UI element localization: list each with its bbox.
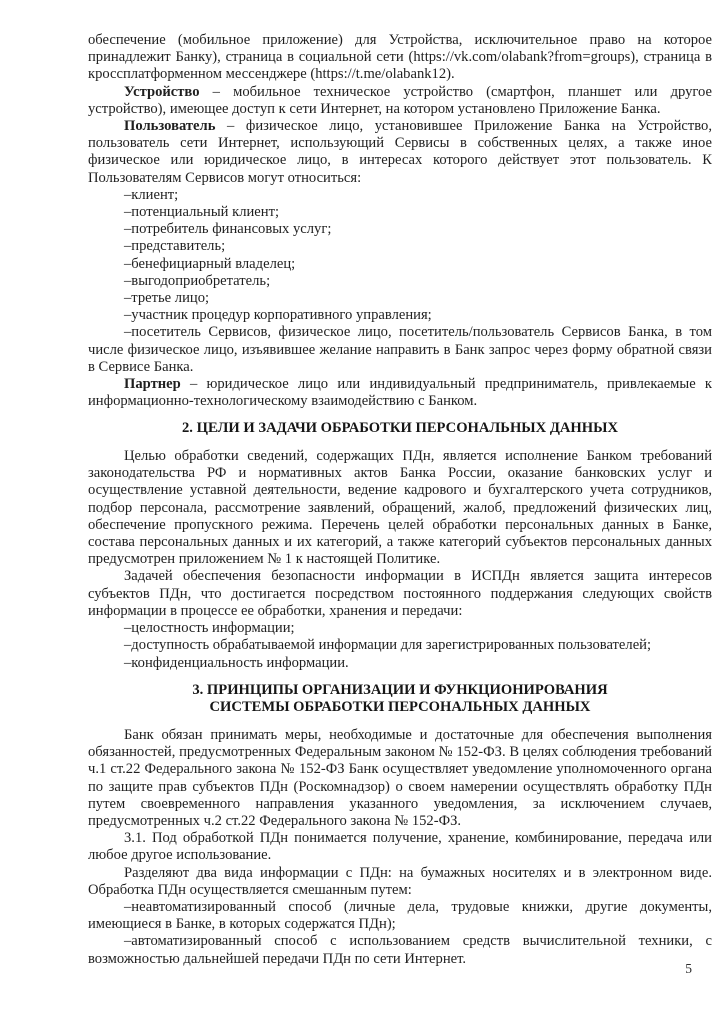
page-number: 5 [685, 961, 692, 976]
section3-heading [88, 682, 712, 717]
list-item: –автоматизированный способ с использованием средств вычислительной техники, с возможностью дальнейшей передачи ПДн по сети Интернет. [88, 933, 712, 967]
term-device: Устройство [124, 83, 200, 100]
term-partner-definition: – юридическое лицо или индивидуальный предприниматель, привлекаемые к информационно-технологическому взаимодействию с Банком. [88, 376, 712, 410]
section3-paragraph-obligations: Банк обязан принимать меры, необходимые и достаточные для обеспечения выполнения обязанностей, предусмотренных Федеральным законом № 152-ФЗ. В целях соблюдения требований ч.1 ст.22 Федерального закона № 152-ФЗ Банк осуществляет уведомление уполномоченного органа по защите прав субъектов ПДн (Роскомнадзор) о своем намерении осуществлять обработку ПДн путем своевременного направления указанного уведомления, за исключением случаев, предусмотренных ч.2 ст.22 Федерального закона № 152-ФЗ. [88, 726, 712, 829]
list-item: –потенциальный клиент; [124, 204, 280, 221]
list-item: –целостность информации; [124, 620, 295, 637]
list-item: –неавтоматизированный способ (личные дела, трудовые книжки, другие документы, имеющиеся в Банке, в которых содержатся ПДн); [88, 898, 712, 933]
term-definition-device [88, 84, 712, 118]
list-item: –участник процедур корпоративного управления; [124, 307, 432, 324]
list-item: –представитель; [124, 238, 226, 255]
section3-heading-line1: 3. ПРИНЦИПЫ ОРГАНИЗАЦИИ И ФУНКЦИОНИРОВАНИЯ [192, 681, 608, 698]
section2-paragraph-goals: Целью обработки сведений, содержащих ПДн, является исполнение Банком требований законодательства РФ и нормативных актов Банка России, оказание банковских услуг и осуществление уставной деятельности, ведение кадрового и бухгалтерского учета сотрудников, подбор персонала, рассмотрение заявлений, обращений, жалоб, предложений физических лиц, обеспечение пропускного режима. Перечень целей обработки персональных данных в Банке, состава персональных данных и их категорий, а также категорий субъектов персональных данных предусмотрен приложением № 1 к настоящей Политике. [88, 448, 712, 568]
term-definition-partner [88, 376, 712, 410]
list-item: –посетитель Сервисов, физическое лицо, посетитель/пользователь Сервисов Банка, в том числе физическое лицо, изъявившее желание направить в Банк запрос через форму обратной связи в Сервисе Банка. [88, 324, 712, 375]
list-item: –третье лицо; [124, 290, 210, 307]
term-partner: Партнер [124, 376, 181, 393]
information-properties-list [88, 620, 712, 672]
section3-heading-line2: СИСТЕМЫ ОБРАБОТКИ ПЕРСОНАЛЬНЫХ ДАННЫХ [209, 699, 591, 716]
section2-paragraph-tasks: Задачей обеспечения безопасности информации в ИСПДн является защита интересов субъектов ПДн, что достигается посредством постоянного поддержания следующих свойств информации в процессе ее обработки, хранения и передачи: [88, 568, 712, 619]
term-user: Пользователь [124, 118, 216, 135]
section2-heading: 2. ЦЕЛИ И ЗАДАЧИ ОБРАБОТКИ ПЕРСОНАЛЬНЫХ ДАННЫХ [182, 420, 618, 437]
paragraph-intro-continuation: обеспечение (мобильное приложение) для Устройства, исключительное право на которое принадлежит Банку), страница в социальной сети (https://vk.com/olabank?from=groups), страница в кроссплатформенном мессенджере (https://t.me/olabank12). [88, 32, 712, 83]
term-definition-user [88, 118, 712, 187]
list-item: –клиент; [124, 186, 179, 203]
list-item: –конфиденциальность информации. [124, 654, 349, 671]
processing-methods-list [88, 899, 712, 968]
list-item: –доступность обрабатываемой информации для зарегистрированных пользователей; [124, 637, 652, 654]
section3-paragraph-3-1: 3.1. Под обработкой ПДн понимается получение, хранение, комбинирование, передача или любое другое использование. [88, 830, 712, 864]
document-content [88, 32, 712, 968]
term-user-definition: – физическое лицо, установившее Приложение Банка на Устройство, пользователь сети Интернет, использующий Сервисы в собственных целях, а также иное физическое или юридическое лицо, в интересах которого действует этот пользователь. К Пользователям Сервисов могут относиться: [88, 118, 712, 186]
list-item: –выгодоприобретатель; [124, 272, 271, 289]
user-types-list [88, 187, 712, 376]
section3-paragraph-two-kinds: Разделяют два вида информации с ПДн: на бумажных носителях и в электронном виде. Обработка ПДн осуществляется смешанным путем: [88, 864, 712, 898]
term-device-definition: – мобильное техническое устройство (смартфон, планшет или другое устройство), имеющее доступ к сети Интернет, на котором установлено Приложение Банка. [88, 83, 712, 117]
list-item: –потребитель финансовых услуг; [124, 221, 332, 238]
list-item: –бенефициарный владелец; [124, 255, 296, 272]
